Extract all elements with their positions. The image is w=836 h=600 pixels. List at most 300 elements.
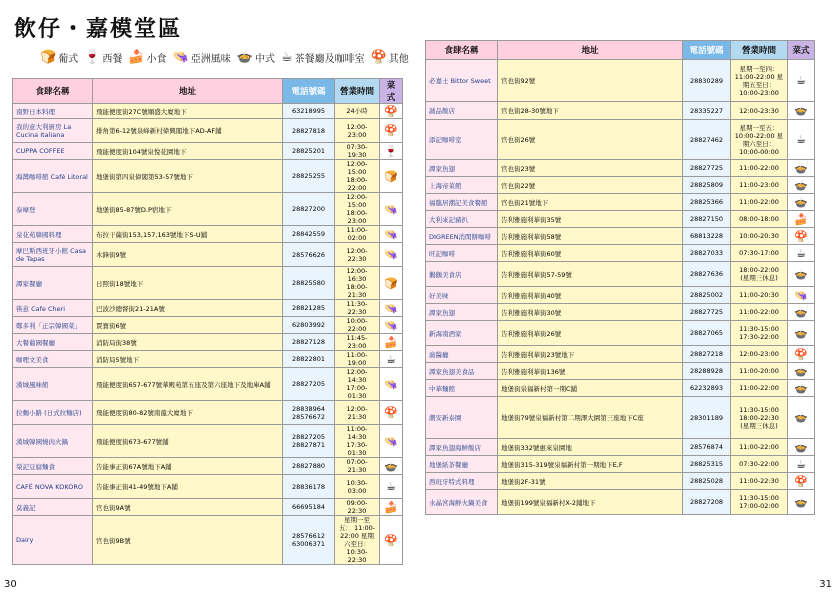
header-cuisine: 菜式: [788, 41, 815, 60]
restaurant-name: 海灣咖啡館 Café Litoral: [13, 160, 93, 193]
coffee-cup-icon: ☕: [796, 74, 806, 87]
asian-hat-icon: 👒: [384, 227, 398, 241]
restaurant-address: 官也街28-30號地下: [498, 102, 683, 120]
restaurant-address: 排角第6-12號泉峰新村偉興閣地下AD-AF鋪: [93, 119, 283, 143]
opening-hours: 11:00-14:30 17:30-01:30: [335, 425, 380, 458]
coffee-cup-icon: ☕: [386, 352, 396, 366]
header-hours: 營業時間: [335, 79, 380, 104]
opening-hours: 07:30-22:00: [731, 456, 788, 473]
legend-label: 小食: [146, 54, 167, 65]
restaurant-phone: 28827205 28827871: [283, 425, 335, 458]
restaurant-phone: 28836178: [283, 475, 335, 499]
header-phone: 電話號碼: [283, 79, 335, 104]
opening-hours: 12:00-14:30 17:00-01:30: [335, 368, 380, 401]
table-row: [13, 458, 403, 475]
restaurant-phone: 28827218: [683, 346, 731, 363]
table-row: [426, 245, 815, 262]
restaurant-name: 譚家魚翅海鮮飯店: [426, 439, 498, 456]
legend-item: [237, 50, 275, 65]
opening-hours: 07:30-19:30: [335, 143, 380, 160]
coffee-cup-icon: ☕: [796, 133, 806, 146]
restaurant-name: 必嘉士 Bittor Sweet: [426, 60, 498, 102]
opening-hours: 07:30-17:00: [731, 245, 788, 262]
asian-hat-icon: 👒: [172, 50, 189, 65]
legend-label: 葡式: [58, 54, 79, 65]
opening-hours: 08:00-18:00: [731, 211, 788, 228]
restaurant-name: 漢城風味館: [13, 368, 93, 401]
chef-hat-icon: 🍄: [384, 124, 398, 137]
table-row: [426, 228, 815, 245]
restaurant-name: 大餐葡國餐廳: [13, 334, 93, 351]
legend-label: 亞洲風味: [190, 54, 231, 65]
coffee-cup-icon: ☕: [796, 457, 806, 471]
cuisine-cell: [788, 102, 815, 120]
asian-hat-icon: 👒: [384, 434, 398, 448]
cuisine-cell: [380, 104, 403, 119]
opening-hours: 18:00-22:00 (星期三休息): [731, 262, 788, 287]
bowl-icon: 🍲: [794, 381, 808, 395]
restaurant-phone: 28576612 63006371: [283, 516, 335, 565]
bowl-icon: 🍲: [794, 195, 808, 209]
restaurant-name: 旺記咖啡: [426, 245, 498, 262]
restaurant-phone: 28827033: [683, 245, 731, 262]
restaurant-name: 地堡紙茶餐廳: [426, 456, 498, 473]
bowl-icon: 🍲: [384, 459, 398, 473]
restaurant-address: 巴波沙總督街21-21A號: [93, 300, 283, 317]
opening-hours: 11:00-22:30: [731, 473, 788, 490]
opening-hours: 11:30-15:00 17:00-02:00: [731, 490, 788, 515]
opening-hours: 11:00-20:30: [731, 287, 788, 304]
restaurant-address: 告利雅施利華街26號: [498, 321, 683, 346]
restaurant-phone: 62803992: [283, 317, 335, 334]
restaurant-name: 新海南酒家: [426, 321, 498, 346]
bowl-icon: 🍲: [794, 326, 808, 340]
header-hours: 營業時間: [731, 41, 788, 60]
table-row: [426, 490, 815, 515]
restaurant-address: 告利雅施利華街60號: [498, 245, 683, 262]
cuisine-cell: [380, 317, 403, 334]
restaurant-name: CUPPA COFFEE: [13, 143, 93, 160]
opening-hours: 12:00-21:30: [335, 401, 380, 425]
restaurant-phone: 28576874: [683, 439, 731, 456]
bowl-icon: 🍲: [236, 50, 253, 65]
cuisine-cell: [788, 262, 815, 287]
restaurant-name: 泰摩登: [13, 193, 93, 226]
table-row: [426, 304, 815, 321]
cake-icon: 🍰: [128, 50, 145, 65]
cuisine-cell: [788, 211, 815, 228]
restaurant-address: 布拉干薩街153,157,163號地下S-U鋪: [93, 226, 283, 243]
opening-hours: 09:00-22:30: [335, 499, 380, 516]
table-row: [13, 243, 403, 267]
header-name: 食肆名稱: [426, 41, 498, 60]
restaurant-phone: 62232893: [683, 380, 731, 397]
opening-hours: 11:00-02:00: [335, 226, 380, 243]
cuisine-cell: [380, 499, 403, 516]
header-phone: 電話號碼: [683, 41, 731, 60]
cuisine-cell: [380, 143, 403, 160]
restaurant-address: 官也街23號: [498, 160, 683, 177]
header-name: 食肆名稱: [13, 79, 93, 104]
opening-hours: 11:00-22:00: [731, 439, 788, 456]
restaurant-address: 告利雅施利華街40號: [498, 287, 683, 304]
cuisine-cell: [788, 321, 815, 346]
restaurant-address: 告利雅施利華街57-59號: [498, 262, 683, 287]
opening-hours: 11:00-22:00: [731, 304, 788, 321]
restaurant-name: 譚家魚翅: [426, 304, 498, 321]
restaurant-address: 告能事正街41-49號地下A鋪: [93, 475, 283, 499]
header-address: 地址: [498, 41, 683, 60]
page-number-right: 31: [819, 579, 832, 590]
table-row: [426, 346, 815, 363]
opening-hours: 10:00-22:00: [335, 317, 380, 334]
restaurant-phone: 28827065: [683, 321, 731, 346]
opening-hours: 07:00-21:30: [335, 458, 380, 475]
restaurant-name: 好美味: [426, 287, 498, 304]
opening-hours: 12:00-23:00: [731, 346, 788, 363]
restaurant-address: 日照街18號地下: [93, 267, 283, 300]
cuisine-cell: [788, 346, 815, 363]
restaurant-address: 告利雅施利華街136號: [498, 363, 683, 380]
chef-hat-icon: 🍄: [794, 347, 808, 361]
cuisine-cell: [380, 475, 403, 499]
restaurant-name: 譚家餐廳: [13, 267, 93, 300]
restaurant-name: 添記咖啡室: [426, 120, 498, 160]
table-row: [13, 401, 403, 425]
restaurant-phone: 28827725: [683, 304, 731, 321]
bowl-icon: 🍲: [794, 267, 808, 281]
restaurant-phone: 28825315: [683, 456, 731, 473]
table-row: [426, 456, 815, 473]
restaurant-phone: 28825809: [683, 177, 731, 194]
table-row: [426, 194, 815, 211]
cuisine-cell: [788, 120, 815, 160]
cuisine-legend: [40, 50, 409, 65]
restaurant-name: 咖哩文美食: [13, 351, 93, 368]
restaurant-phone: 28825366: [683, 194, 731, 211]
page-title: 飲仔・嘉模堂區: [14, 16, 183, 42]
opening-hours: 星期一至五： 10:00-22:00 星期六至日： 10:00-00:00: [731, 120, 788, 160]
restaurant-address: 地堡街332號惠來泉園地: [498, 439, 683, 456]
restaurant-address: 消防局5號地下: [93, 351, 283, 368]
restaurant-phone: 28825002: [683, 287, 731, 304]
cuisine-cell: [380, 401, 403, 425]
restaurant-address: 飛能便度街104號泉悅花園地下: [93, 143, 283, 160]
restaurant-phone: 63218995: [283, 104, 335, 119]
bowl-icon: 🍲: [794, 364, 808, 378]
cuisine-cell: [788, 304, 815, 321]
table-row: [426, 211, 815, 228]
restaurant-phone: 28335227: [683, 102, 731, 120]
opening-hours: 10:00-20:30: [731, 228, 788, 245]
asian-hat-icon: 👒: [384, 248, 398, 261]
restaurant-name: 西班牙特式料理: [426, 473, 498, 490]
bread-icon: 🍞: [384, 276, 398, 290]
asian-hat-icon: 👒: [384, 301, 398, 315]
table-row: [13, 499, 403, 516]
restaurant-phone: 28842559: [283, 226, 335, 243]
table-row: [426, 120, 815, 160]
cuisine-cell: [788, 287, 815, 304]
restaurant-phone: 28825028: [683, 473, 731, 490]
cuisine-cell: [380, 458, 403, 475]
restaurant-address: 官也街22號: [498, 177, 683, 194]
asian-hat-icon: 👒: [794, 288, 808, 302]
table-row: [426, 102, 815, 120]
restaurant-address: 地堡街2F-31號: [498, 473, 683, 490]
legend-label: 中式: [254, 54, 275, 65]
restaurant-name: 水晶宮海鮮火鍋美食: [426, 490, 498, 515]
opening-hours: 12:00-15:00 18:00-23:00: [335, 193, 380, 226]
table-row: [13, 226, 403, 243]
restaurant-address: 官也街21號地下: [498, 194, 683, 211]
restaurant-address: 告利雅施利華街58號: [498, 228, 683, 245]
coffee-cup-icon: ☕: [386, 480, 396, 493]
cuisine-cell: [788, 194, 815, 211]
opening-hours: 24小時: [335, 104, 380, 119]
restaurant-name: 中華麵館: [426, 380, 498, 397]
cuisine-cell: [380, 368, 403, 401]
restaurant-phone: 28825201: [283, 143, 335, 160]
restaurant-phone: 28827880: [283, 458, 335, 475]
restaurant-name: 漢城韓國燒肉火鍋: [13, 425, 93, 458]
table-row: [13, 425, 403, 458]
restaurant-name: 筷意 Cafe Cheri: [13, 300, 93, 317]
table-row: [13, 143, 403, 160]
cake-icon: 🍰: [384, 500, 398, 514]
legend-item: [173, 50, 231, 65]
restaurant-address: 地堡街第四泉偉閣第53-57號地下: [93, 160, 283, 193]
table-row: [13, 160, 403, 193]
restaurant-phone: 28827462: [683, 120, 731, 160]
opening-hours: 11:30-15:00 18:00-22:30 (星期三休息): [731, 397, 788, 439]
restaurant-address: 飛能便度街657-677號華殿苑第五座及第六座地下及地庫A鋪: [93, 368, 283, 401]
bowl-icon: 🍲: [794, 178, 808, 192]
wine-glass-icon: 🍷: [84, 50, 101, 65]
asian-hat-icon: 👒: [384, 377, 398, 391]
cake-icon: 🍰: [384, 335, 398, 349]
opening-hours: 10:30-03:00: [335, 475, 380, 499]
cuisine-cell: [380, 334, 403, 351]
chef-hat-icon: 🍄: [794, 229, 808, 243]
bowl-icon: 🍲: [794, 411, 808, 424]
cuisine-cell: [380, 160, 403, 193]
restaurant-phone: 28827636: [683, 262, 731, 287]
table-row: [426, 262, 815, 287]
cuisine-cell: [380, 226, 403, 243]
restaurant-phone: 28301189: [683, 397, 731, 439]
table-row: [13, 193, 403, 226]
cuisine-cell: [380, 119, 403, 143]
table-row: [13, 351, 403, 368]
restaurant-name: 我的意大利廚房 La Cucina Italiana: [13, 119, 93, 143]
cuisine-cell: [788, 456, 815, 473]
cuisine-cell: [788, 60, 815, 102]
legend-item: [84, 50, 122, 65]
cuisine-cell: [788, 490, 815, 515]
table-row: [13, 334, 403, 351]
legend-label: 西餐: [102, 54, 123, 65]
restaurant-name: 廣醫廳: [426, 346, 498, 363]
cuisine-cell: [788, 160, 815, 177]
opening-hours: 11:00-19:00: [335, 351, 380, 368]
table-row: [13, 475, 403, 499]
bowl-icon: 🍲: [794, 161, 808, 175]
table-row: [426, 397, 815, 439]
cuisine-cell: [380, 267, 403, 300]
restaurant-name: 福臨居潮記美食餐館: [426, 194, 498, 211]
table-row: [426, 177, 815, 194]
restaurant-address: 告利雅施利華街23號地下: [498, 346, 683, 363]
table-row: [426, 363, 815, 380]
bowl-icon: 🍲: [794, 104, 808, 117]
restaurant-address: 消防局街38號: [93, 334, 283, 351]
table-row: [13, 104, 403, 119]
restaurant-phone: 28288928: [683, 363, 731, 380]
restaurant-phone: 66695184: [283, 499, 335, 516]
table-row: [13, 368, 403, 401]
restaurant-address: 官也街9B號: [93, 516, 283, 565]
bread-icon: 🍞: [40, 50, 57, 65]
cuisine-cell: [788, 177, 815, 194]
wine-glass-icon: 🍷: [384, 144, 398, 158]
restaurant-address: 官也街26號: [498, 120, 683, 160]
restaurant-address: 木鋒街9號: [93, 243, 283, 267]
restaurant-address: 地堡街泉福新村第一期C鋪: [498, 380, 683, 397]
restaurant-name: DIGREEN消閑餅咖啡: [426, 228, 498, 245]
restaurant-phone: 28827200: [283, 193, 335, 226]
opening-hours: 11:00-22:00: [731, 380, 788, 397]
bowl-icon: 🍲: [794, 305, 808, 319]
table-row: [426, 321, 815, 346]
table-row: [13, 119, 403, 143]
restaurant-address: 飛能便度街27C號順盛大廈地下: [93, 104, 283, 119]
restaurant-name: 譚家魚翅: [426, 160, 498, 177]
opening-hours: 12:00-15:00 18:00-22:00: [335, 160, 380, 193]
restaurant-phone: 28822801: [283, 351, 335, 368]
opening-hours: 11:00-22:00: [731, 160, 788, 177]
restaurant-phone: 28825580: [283, 267, 335, 300]
table-row: [13, 516, 403, 565]
restaurant-address: 飛能便度街673-677號鋪: [93, 425, 283, 458]
bowl-icon: 🍲: [794, 440, 808, 454]
restaurant-name: 莫義記: [13, 499, 93, 516]
cuisine-cell: [380, 351, 403, 368]
cuisine-cell: [380, 243, 403, 267]
opening-hours: 12:00-22:30: [335, 243, 380, 267]
header-cuisine: 菜式: [380, 79, 403, 104]
cuisine-cell: [788, 473, 815, 490]
opening-hours: 星期一至四： 11:00-22:00 星期五至日： 10:00-23:00: [731, 60, 788, 102]
table-row: [426, 380, 815, 397]
restaurant-name: 大利來記豬扒: [426, 211, 498, 228]
opening-hours: 12:00-16:30 18:00-21:30: [335, 267, 380, 300]
chef-hat-icon: 🍄: [384, 533, 398, 547]
cuisine-cell: [380, 425, 403, 458]
cuisine-cell: [788, 228, 815, 245]
chef-hat-icon: 🍄: [384, 104, 398, 118]
restaurant-name: 榮記豆腐麵食: [13, 458, 93, 475]
table-row: [426, 287, 815, 304]
table-row: [426, 473, 815, 490]
restaurant-phone: 28838964 28576672: [283, 401, 335, 425]
restaurant-address: 告利雅施利華街35號: [498, 211, 683, 228]
page-number-left: 30: [4, 579, 17, 590]
legend-label: 其他: [388, 54, 409, 65]
opening-hours: 12:00-23:30: [731, 102, 788, 120]
restaurant-phone: 28827150: [683, 211, 731, 228]
table-row: [13, 267, 403, 300]
restaurant-phone: 28576626: [283, 243, 335, 267]
opening-hours: 11:00-20:00: [731, 363, 788, 380]
asian-hat-icon: 👒: [384, 318, 398, 332]
chef-hat-icon: 🍄: [384, 406, 398, 419]
restaurant-name: 誠品飯店: [426, 102, 498, 120]
restaurant-phone: 28827818: [283, 119, 335, 143]
restaurant-address: 地堡街85-87號D.P宿地下: [93, 193, 283, 226]
restaurant-name: 上海帝菜館: [426, 177, 498, 194]
opening-hours: 11:00-22:00: [731, 194, 788, 211]
restaurant-name: 鄭多利「正宗韓國菜」: [13, 317, 93, 334]
restaurant-phone: 28825255: [283, 160, 335, 193]
asian-hat-icon: 👒: [384, 202, 398, 216]
legend-label: 茶餐廳及咖啡室: [294, 54, 365, 65]
header-address: 地址: [93, 79, 283, 104]
cuisine-cell: [788, 397, 815, 439]
legend-item: [40, 50, 78, 65]
restaurant-phone: 28827128: [283, 334, 335, 351]
table-row: [13, 300, 403, 317]
restaurant-phone: 68813228: [683, 228, 731, 245]
chef-hat-icon: 🍄: [794, 474, 808, 488]
restaurant-phone: 28827725: [683, 160, 731, 177]
restaurant-name: 譚家魚翅美食品: [426, 363, 498, 380]
table-row: [13, 317, 403, 334]
opening-hours: 11:00-23:00: [731, 177, 788, 194]
table-row: [426, 60, 815, 102]
restaurant-phone: 28827208: [683, 490, 731, 515]
right-restaurant-table: [425, 40, 815, 515]
coffee-cup-icon: ☕: [280, 50, 293, 65]
restaurant-address: 地堡街315-319號泉福新村第一期地下E,F: [498, 456, 683, 473]
restaurant-address: 告能事正街67A號地下A鋪: [93, 458, 283, 475]
restaurant-address: 告利雅施利華街30號: [498, 304, 683, 321]
restaurant-name: 拉麵小路 (日式拉麵店): [13, 401, 93, 425]
bowl-icon: 🍲: [794, 495, 808, 509]
restaurant-name: 泉花苑韓國料理: [13, 226, 93, 243]
restaurant-address: 官也街9A號: [93, 499, 283, 516]
coffee-cup-icon: ☕: [796, 246, 806, 260]
restaurant-phone: 28830289: [683, 60, 731, 102]
opening-hours: 12:00-23:00: [335, 119, 380, 143]
bread-icon: 🍞: [384, 169, 398, 183]
cuisine-cell: [380, 516, 403, 565]
restaurant-name: Dairy: [13, 516, 93, 565]
restaurant-name: 摩巴斯西班牙小館 Casa de Tapas: [13, 243, 93, 267]
restaurant-name: 潮安新泰園: [426, 397, 498, 439]
restaurant-address: 地堡街199號泉福新村X-2鋪地下: [498, 490, 683, 515]
opening-hours: 11:30-22:30: [335, 300, 380, 317]
cuisine-cell: [788, 439, 815, 456]
cuisine-cell: [380, 300, 403, 317]
restaurant-address: 官也街92號: [498, 60, 683, 102]
restaurant-name: 南野日本料理: [13, 104, 93, 119]
opening-hours: 11:30-15:00 17:30-22:00: [731, 321, 788, 346]
restaurant-address: 地堡街79號泉福新村第二期澤大園第三座地下C座: [498, 397, 683, 439]
restaurant-name: 鵝鵝美食店: [426, 262, 498, 287]
opening-hours: 星期一至五： 11:00-22:00 星期六至日： 10:30-22:30: [335, 516, 380, 565]
cake-icon: 🍰: [794, 212, 808, 226]
